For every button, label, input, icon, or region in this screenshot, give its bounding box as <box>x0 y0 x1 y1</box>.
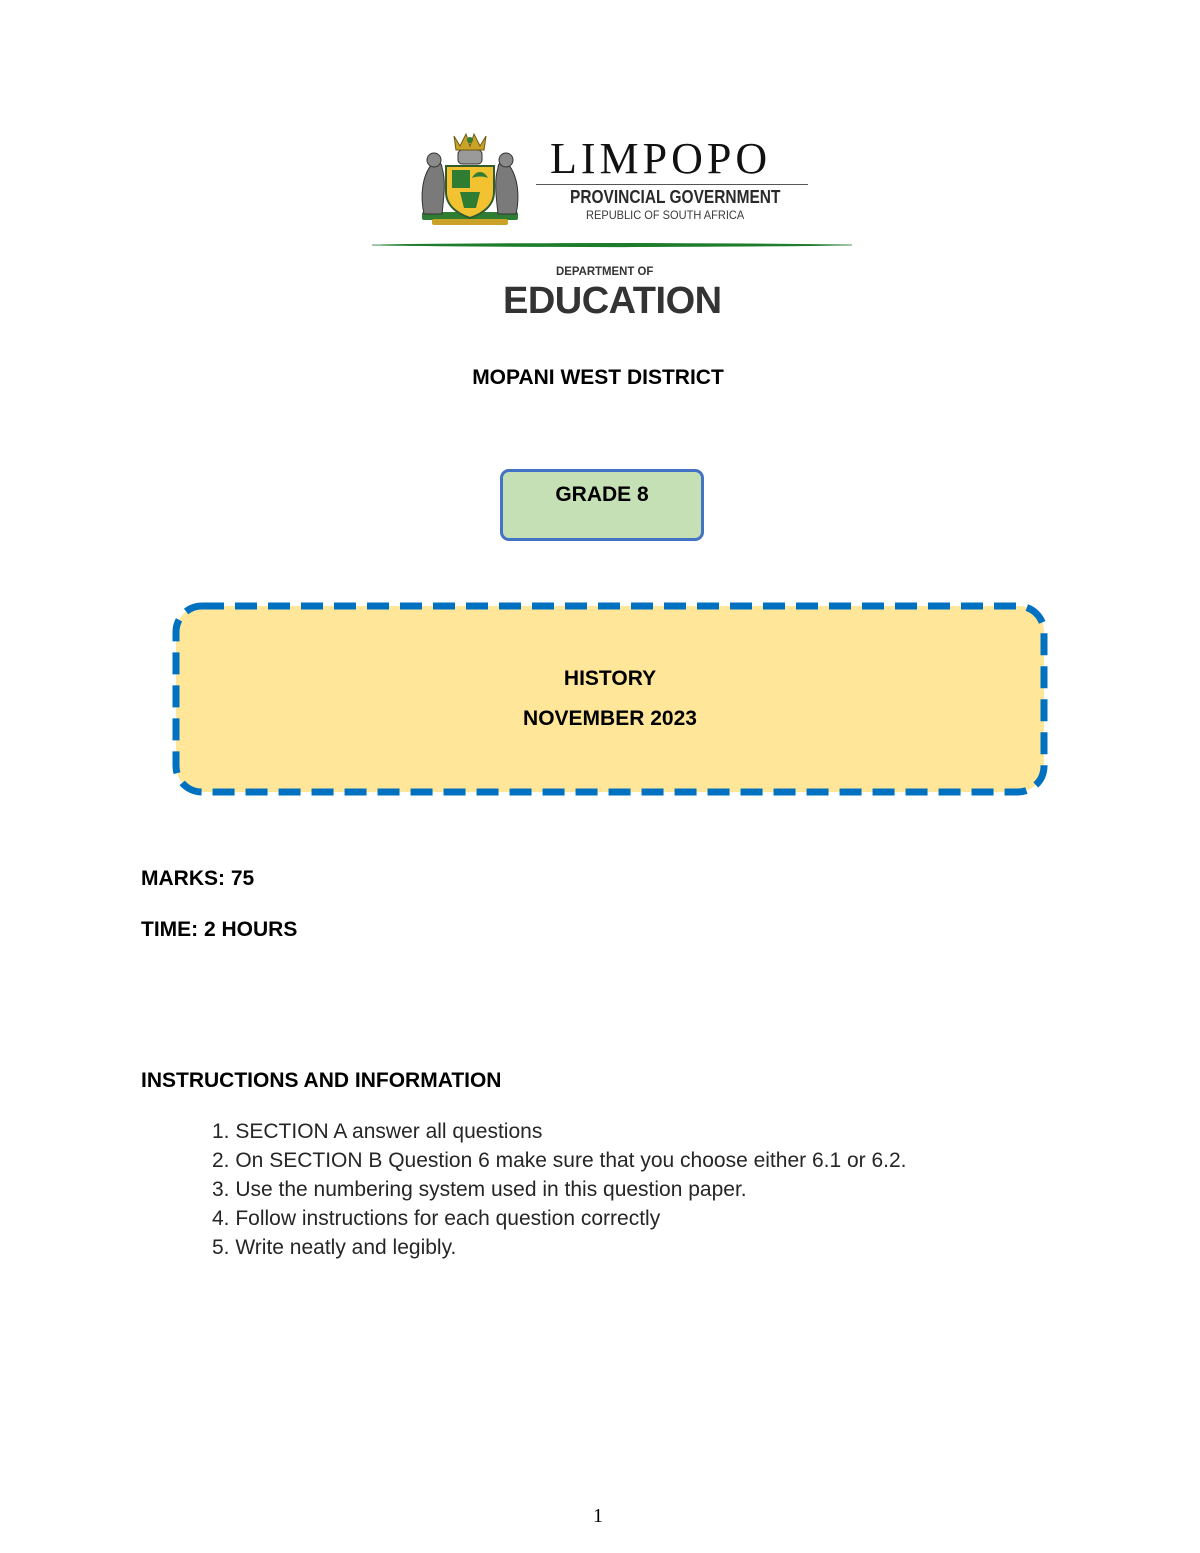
department-name: EDUCATION <box>503 280 722 322</box>
district-title: MOPANI WEST DISTRICT <box>472 366 724 389</box>
logo-wordmark: LIMPOPO <box>550 134 772 183</box>
logo-country: REPUBLIC OF SOUTH AFRICA <box>586 208 745 222</box>
instructions-list <box>212 1117 907 1262</box>
instruction-item: 1. SECTION A answer all questions <box>212 1120 543 1143</box>
subject-name: HISTORY <box>563 667 657 690</box>
instruction-item: 5. Write neatly and legibly. <box>212 1236 457 1259</box>
instruction-item: 2. On SECTION B Question 6 make sure that you choose either 6.1 or 6.2. <box>212 1149 907 1172</box>
subject-box <box>170 600 1050 798</box>
exam-session: NOVEMBER 2023 <box>523 707 697 730</box>
page-number: 1 <box>593 1505 603 1527</box>
logo-government: PROVINCIAL GOVERNMENT <box>570 187 781 207</box>
instruction-item: 3. Use the numbering system used in this question paper. <box>212 1178 747 1201</box>
instructions-heading: INSTRUCTIONS AND INFORMATION <box>141 1069 502 1092</box>
marks-total: MARKS: 75 <box>141 867 255 890</box>
logo-divider <box>536 184 808 185</box>
grade-label: GRADE 8 <box>555 483 649 506</box>
instruction-item: 4. Follow instructions for each question correctly <box>212 1207 661 1230</box>
logo-green-swoosh <box>372 240 852 250</box>
coat-of-arms-icon <box>414 130 526 230</box>
time-allowed: TIME: 2 HOURS <box>141 918 298 941</box>
department-prefix: DEPARTMENT OF <box>556 264 654 278</box>
